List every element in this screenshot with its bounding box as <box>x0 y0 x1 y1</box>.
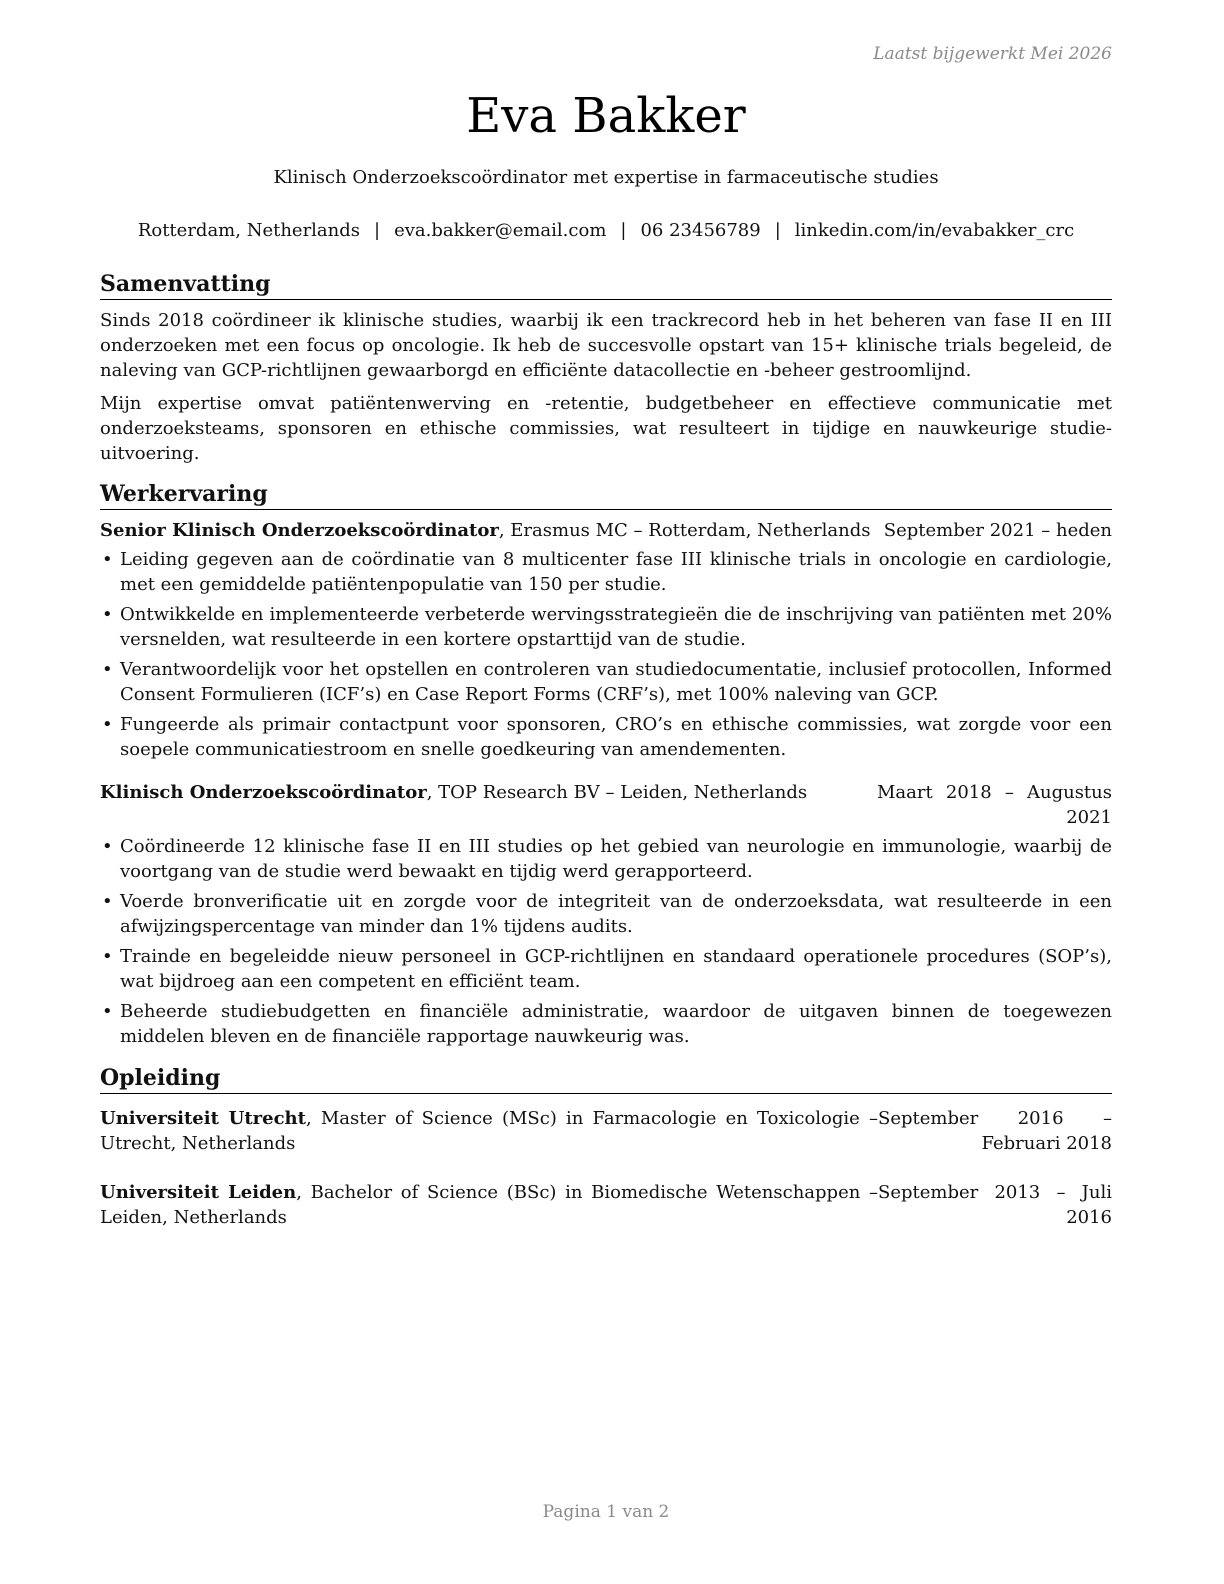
job-bullet: • Ontwikkelde en implementeerde verbeterde wervingsstrategieën die de inschrijving van patiënten met 20% versnelden, wat resulteerde in een kortere opstarttijd van de studie. <box>100 602 1112 652</box>
page-number: Pagina 1 van 2 <box>542 1502 670 1522</box>
section-title-education: Opleiding <box>100 1064 1112 1094</box>
job-dates: September 2021 – heden <box>883 520 1112 541</box>
education-section <box>100 1064 1112 1230</box>
job-bullet: • Verantwoordelijk voor het opstellen en controleren van studiedocumentatie, inclusief protocollen, Informed Consent Formulieren (ICF’s) en Case Report Forms (CRF’s), met 100% naleving van GCP. <box>100 657 1112 707</box>
job-bullet: • Voerde bronverificatie uit en zorgde voor de integriteit van de onderzoeksdata, wat resulteerde in een afwijzingspercentage van minder dan 1% tijdens audits. <box>100 889 1112 939</box>
resume-content <box>100 270 1112 1230</box>
job-dates: Maart 2018 – Augustus 2021 <box>877 782 1112 828</box>
job-bullet: • Coördineerde 12 klinische fase II en III studies op het gebied van neurologie en immunologie, waarbij de voortgang van de studie werd bewaakt en tijdig werd gerapporteerd. <box>100 834 1112 884</box>
summary-paragraph: Sinds 2018 coördineer ik klinische studies, waarbij ik een trackrecord heb in het beheren van fase II en III onderzoeken met een focus op oncologie. Ik heb de succesvolle opstart van 15+ klinische trials begeleid, de naleving van GCP-richtlijnen gewaarborgd en efficiënte datacollectie en -beheer gestroomlijnd. <box>100 310 1112 381</box>
candidate-name: Eva Bakker <box>466 88 746 144</box>
job-bullets <box>100 547 1112 762</box>
job-bullets <box>100 834 1112 1049</box>
job-role: Klinisch Onderzoekscoördinator <box>100 782 427 803</box>
education-school: Universiteit Leiden <box>100 1182 297 1203</box>
separator: | <box>774 220 781 241</box>
job-role: Senior Klinisch Onderzoekscoördinator <box>100 520 499 541</box>
education-entry <box>100 1180 1112 1230</box>
experience-section <box>100 480 1112 1049</box>
job-bullet: • Beheerde studiebudgetten en financiële administratie, waardoor de uitgaven binnen de toegewezen middelen bleven en de financiële rapportage nauwkeurig was. <box>100 999 1112 1049</box>
job-bullet: • Trainde en begeleidde nieuw personeel in GCP-richtlijnen en standaard operationele procedures (SOP’s), wat bijdroeg aan een competent en efficiënt team. <box>100 944 1112 994</box>
education-dates: September 2016 – Februari 2018 <box>878 1108 1112 1154</box>
job-entry <box>100 518 1112 762</box>
job-header <box>100 518 1112 543</box>
section-title-experience: Werkervaring <box>100 480 1112 510</box>
contact-phone: 06 23456789 <box>640 220 761 241</box>
job-organization: , TOP Research BV – Leiden, Netherlands <box>426 782 808 803</box>
education-detail: , Master of Science (MSc) in Farmacologie en Toxicologie – Utrecht, Netherlands <box>100 1108 878 1154</box>
education-entry <box>100 1106 1112 1156</box>
contact-location: Rotterdam, Netherlands <box>137 220 361 241</box>
last-updated: Laatst bijgewerkt Mei 2026 <box>873 44 1112 64</box>
education-school: Universiteit Utrecht <box>100 1108 306 1129</box>
job-entry <box>100 780 1112 1049</box>
section-title-summary: Samenvatting <box>100 270 1112 300</box>
contact-line <box>100 220 1112 241</box>
summary-paragraph: Mijn expertise omvat patiëntenwerving en -retentie, budgetbeheer en effectieve communicatie met onderzoeksteams, sponsoren en ethische commissies, wat resulteert in tijdige en nauwkeurige studie-uitvoering. <box>100 393 1112 464</box>
contact-email[interactable]: eva.bakker@email.com <box>394 220 607 241</box>
contact-linkedin[interactable]: linkedin.com/in/evabakker_crc <box>794 220 1075 241</box>
education-dates: September 2013 – Juli 2016 <box>878 1182 1112 1228</box>
job-bullet: • Leiding gegeven aan de coördinatie van 8 multicenter fase III klinische trials in oncologie en cardiologie, met een gemiddelde patiëntenpopulatie van 150 per studie. <box>100 547 1112 597</box>
resume-page <box>100 0 1112 1584</box>
job-header <box>100 780 1112 830</box>
summary-section <box>100 270 1112 466</box>
separator: | <box>374 220 381 241</box>
tagline: Klinisch Onderzoekscoördinator met expertise in farmaceutische studies <box>273 167 939 188</box>
education-detail: , Bachelor of Science (BSc) in Biomedische Wetenschappen – Leiden, Netherlands <box>100 1182 878 1228</box>
job-bullet: • Fungeerde als primair contactpunt voor sponsoren, CRO’s en ethische commissies, wat zorgde voor een soepele communicatiestroom en snelle goedkeuring van amendementen. <box>100 712 1112 762</box>
separator: | <box>620 220 627 241</box>
job-organization: , Erasmus MC – Rotterdam, Netherlands <box>498 520 871 541</box>
